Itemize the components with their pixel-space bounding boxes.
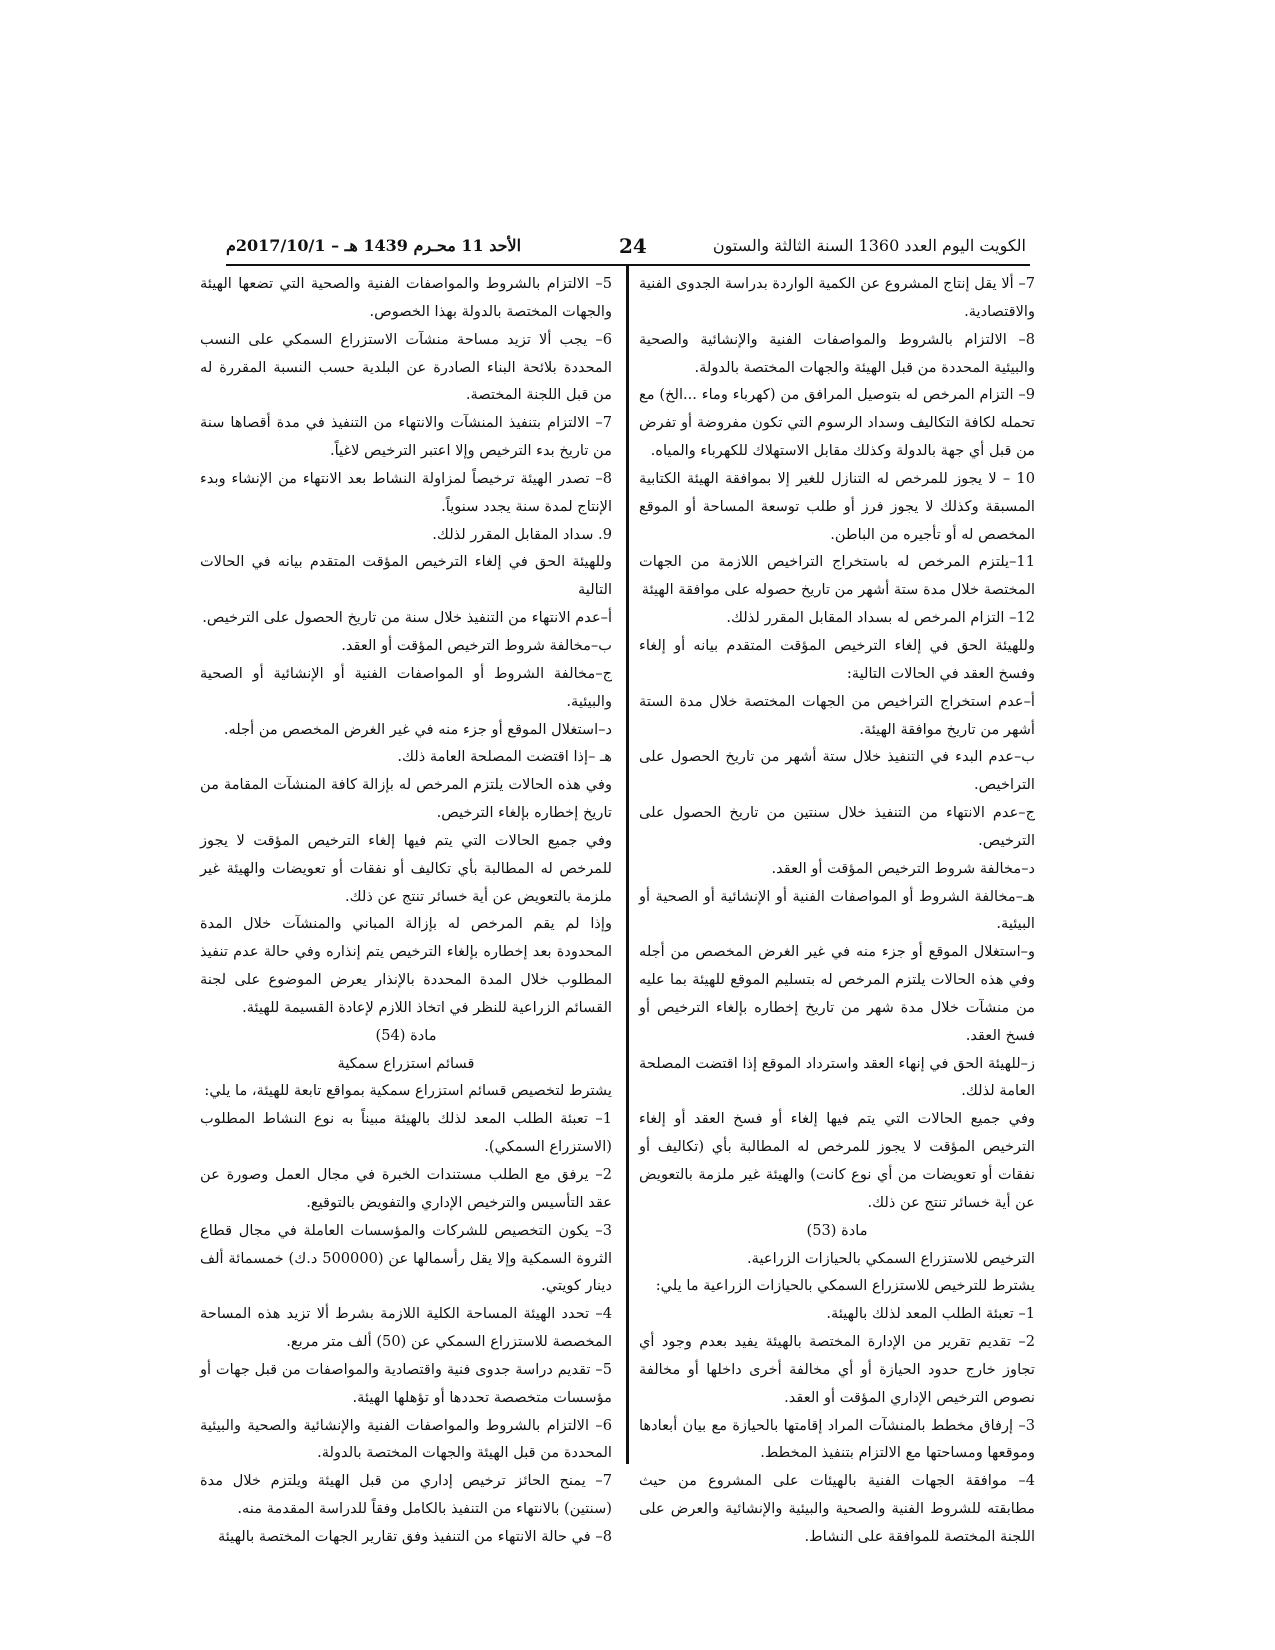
article-heading: مادة (54) — [375, 1026, 437, 1044]
paragraph: 9. سداد المقابل المقرر لذلك. — [432, 525, 612, 543]
paragraph: هـ–مخالفة الشروط أو المواصفات الفنية أو الإنشائية أو الصحية أو البيئية. — [639, 887, 1035, 933]
page-header — [226, 234, 1026, 264]
paragraph: ب–مخالفة شروط الترخيص المؤقت أو العقد. — [341, 636, 612, 654]
paragraph: د–مخالفة شروط الترخيص المؤقت أو العقد. — [771, 859, 1035, 877]
right-column — [639, 270, 1035, 1551]
paragraph: ب–عدم البدء في التنفيذ خلال ستة أشهر من تاريخ الحصول على التراخيص. — [639, 748, 1035, 794]
gazette-issue-info: الكويت اليوم العدد 1360 السنة الثالثة والستون — [712, 236, 1026, 255]
paragraph: 4– موافقة الجهات الفنية بالهيئات على المشروع من حيث مطابقته للشروط الفنية والصحية والبيئية والإنشائية والعرض على اللجنة المختصة للموافقة على النشاط. — [639, 1472, 1035, 1545]
paragraph: 8– الالتزام بالشروط والمواصفات الفنية والإنشائية والصحية والبيئية المحددة من قبل الهيئة والجهات المختصة بالدولة. — [639, 330, 1035, 376]
paragraph: 2– يرفق مع الطلب مستندات الخبرة في مجال العمل وصورة عن عقد التأسيس والترخيص الإداري والتفويض بالتوقيع. — [200, 1166, 612, 1211]
paragraph: 1– تعبئة الطلب المعد لذلك بالهيئة. — [826, 1305, 1035, 1323]
paragraph: وفي جميع الحالات التي يتم فيها إلغاء الترخيص المؤقت لا يجوز للمرخص له المطالبة بأي تكاليف أو نفقات أو تعويضات والهيئة غير ملزمة بالتعويض عن أية خسائر تنتج عن ذلك. — [200, 831, 612, 905]
paragraph: 6– يجب ألا تزيد مساحة منشآت الاستزراع السمكي على النسب المحددة بلائحة البناء الصادرة عن البلدية حسب النسبة المقررة له من قبل اللجنة المختصة. — [200, 330, 612, 404]
paragraph: 7– الالتزام بتنفيذ المنشآت والانتهاء من التنفيذ في مدة أقصاها سنة من تاريخ بدء الترخيص وإلا اعتبر الترخيص لاغياً. — [200, 414, 612, 460]
paragraph: 6– الالتزام بالشروط والمواصفات الفنية والإنشائية والصحية والبيئية المحددة من قبل الهيئة والجهات المختصة بالدولة. — [200, 1416, 612, 1462]
paragraph: وفي جميع الحالات التي يتم فيها إلغاء أو فسخ العقد أو إلغاء الترخيص المؤقت لا يجوز للمرخص له المطالبة بأي (تكاليف أو نفقات أو تعويضات من أي نوع كانت) والهيئة غير ملزمة بالتعويض عن أية خسائر تنتج عن ذلك. — [639, 1110, 1035, 1211]
paragraph: ز–للهيئة الحق في إنهاء العقد واسترداد الموقع إذا اقتضت المصلحة العامة لذلك. — [639, 1054, 1035, 1100]
paragraph: الترخيص للاستزراع السمكي بالحيازات الزراعية. — [747, 1249, 1035, 1267]
paragraph: 10 – لا يجوز للمرخص له التنازل للغير إلا بموافقة الهيئة الكتابية المسبقة وكذلك لا يجوز فرز أو طلب توسعة المساحة أو الموقع المخصص له أو تأجيره من الباطن. — [639, 469, 1035, 543]
paragraph: هـ –إذا اقتضت المصلحة العامة ذلك. — [397, 748, 612, 766]
paragraph: 8– تصدر الهيئة ترخيصاً لمزاولة النشاط بعد الانتهاء من الإنشاء وبدء الإنتاج لمدة سنة يجدد سنوياً. — [200, 469, 612, 515]
paragraph: و–استغلال الموقع أو جزء منه في غير الغرض المخصص من أجله وفي هذه الحالات يلتزم المرخص له بتسليم الموقع للهيئة بما عليه من منشآت خلال مدة شهر من تاريخ إخطاره بإلغاء الترخيص أو فسخ العقد. — [639, 943, 1035, 1044]
paragraph: 2– تقديم تقرير من الإدارة المختصة بالهيئة يفيد بعدم وجود أي تجاوز خارج حدود الحيازة أو أي مخالفة أخرى داخلها أو مخالفة نصوص الترخيص الإداري المؤقت أو العقد. — [639, 1333, 1035, 1406]
paragraph: 3– إرفاق مخطط بالمنشآت المراد إقامتها بالحيازة مع بيان أبعادها وموقعها ومساحتها مع الالتزام بتنفيذ المخطط. — [639, 1416, 1035, 1462]
paragraph: وفي هذه الحالات يلتزم المرخص له بإزالة كافة المنشآت المقامة من تاريخ إخطاره بإلغاء الترخيص. — [200, 776, 612, 822]
paragraph: 7– ألا يقل إنتاج المشروع عن الكمية الواردة بدراسة الجدوى الفنية والاقتصادية. — [639, 275, 1035, 320]
paragraph: 1– تعبئة الطلب المعد لذلك بالهيئة مبيناً به نوع النشاط المطلوب (الاستزراع السمكي). — [200, 1110, 612, 1156]
paragraph: 4– تحدد الهيئة المساحة الكلية اللازمة بشرط ألا تزيد هذه المساحة المخصصة للاستزراع السمكي عن (50) ألف متر مربع. — [200, 1305, 612, 1351]
paragraph: 8– في حالة الانتهاء من التنفيذ وفق تقارير الجهات المختصة بالهيئة — [217, 1527, 612, 1545]
paragraph: يشترط للترخيص للاستزراع السمكي بالحيازات الزراعية ما يلي: — [655, 1277, 1035, 1295]
paragraph: وللهيئة الحق في إلغاء الترخيص المؤقت المتقدم بيانه في الحالات التالية — [200, 553, 612, 599]
paragraph: 5– تقديم دراسة جدوى فنية واقتصادية والمواصفات من قبل جهات أو مؤسسات متخصصة تحددها أو تؤهلها الهيئة. — [200, 1360, 612, 1406]
issue-date: الأحد 11 محـرم 1439 هـ – 2017/10/1م — [226, 236, 522, 255]
paragraph: د–استغلال الموقع أو جزء منه في غير الغرض المخصص من أجله. — [223, 720, 612, 738]
article-subheading: قسائم استزراع سمكية — [337, 1054, 475, 1072]
paragraph: يشترط لتخصيص قسائم استزراع سمكية بمواقع تابعة للهيئة، ما يلي: — [204, 1082, 612, 1100]
paragraph: وإذا لم يقم المرخص له بإزالة المباني والمنشآت خلال المدة المحدودة بعد إخطاره بإلغاء الترخيص يتم إنذاره وفي حالة عدم تنفيذ المطلوب خلال المدة المحددة بالإنذار يعرض الموضوع على لجنة القسائم الزراعية للنظر في اتخاذ اللازم لإعادة القسيمة للهيئة. — [200, 915, 612, 1016]
paragraph: أ–عدم استخراج التراخيص من الجهات المختصة خلال مدة الستة أشهر من تاريخ موافقة الهيئة. — [639, 692, 1035, 738]
left-column — [200, 270, 612, 1551]
paragraph: 7– يمنح الحائز ترخيص إداري من قبل الهيئة ويلتزم خلال مدة (سنتين) بالانتهاء من التنفيذ بالكامل وفقاً للدراسة المقدمة منه. — [200, 1472, 612, 1518]
paragraph: 11–يلتزم المرخص له باستخراج التراخيص اللازمة من الجهات المختصة خلال مدة ستة أشهر من تاريخ حصوله على موافقة الهيئة — [639, 553, 1035, 599]
paragraph: 12– التزام المرخص له بسداد المقابل المقرر لذلك. — [726, 609, 1035, 627]
column-divider — [626, 266, 629, 1464]
paragraph: وللهيئة الحق في إلغاء الترخيص المؤقت المتقدم بيانه أو إلغاء وفسخ العقد في الحالات التالية: — [639, 636, 1035, 682]
paragraph: 9– التزام المرخص له بتوصيل المرافق من (كهرباء وماء ...الخ) مع تحمله لكافة التكاليف وسداد الرسوم التي تكون مفروضة أو تفرض من قبل أي جهة بالدولة وكذلك مقابل الاستهلاك للكهرباء والمياه. — [639, 386, 1035, 460]
page-number: 24 — [619, 234, 647, 258]
article-heading: مادة (53) — [806, 1221, 868, 1239]
paragraph: ج–عدم الانتهاء من التنفيذ خلال سنتين من تاريخ الحصول على الترخيص. — [639, 804, 1035, 849]
paragraph: أ–عدم الانتهاء من التنفيذ خلال سنة من تاريخ الحصول على الترخيص. — [202, 609, 612, 627]
paragraph: ج–مخالفة الشروط أو المواصفات الفنية أو الإنشائية أو الصحية والبيئية. — [200, 664, 612, 710]
paragraph: 5– الالتزام بالشروط والمواصفات الفنية والصحية التي تضعها الهيئة والجهات المختصة بالدولة بهذا الخصوص. — [200, 275, 612, 320]
paragraph: 3– يكون التخصيص للشركات والمؤسسات العاملة في مجال قطاع الثروة السمكية وإلا يقل رأسمالها عن (500000 د.ك) خمسمائة ألف دينار كويتي. — [200, 1221, 612, 1295]
